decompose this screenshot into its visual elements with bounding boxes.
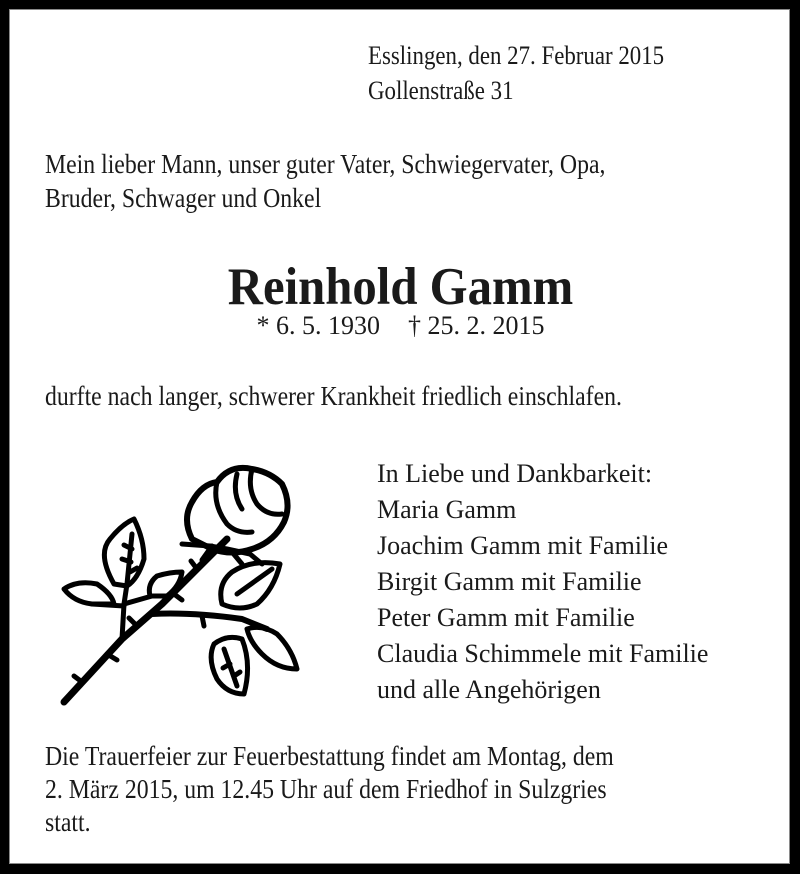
mourners-heading: In Liebe und Dankbarkeit: <box>377 459 653 488</box>
mourner-name: Claudia Schimmele mit Familie <box>377 639 709 668</box>
mourner-name: Maria Gamm <box>377 495 517 524</box>
intro-line-1: Mein lieber Mann, unser guter Vater, Schwiegervater, Opa, <box>45 149 606 179</box>
mourner-name: Joachim Gamm mit Familie <box>377 531 669 560</box>
funeral-line-3: statt. <box>45 807 91 837</box>
mourner-name: Peter Gamm mit Familie <box>377 603 635 632</box>
message: durfte nach langer, schwerer Krankheit friedlich einschlafen. <box>45 381 622 411</box>
mourner-name: Birgit Gamm mit Familie <box>377 567 642 596</box>
mourners-list <box>377 456 708 708</box>
address: Gollenstraße 31 <box>368 76 514 105</box>
birth-date: * 6. 5. 1930 <box>256 311 380 340</box>
rose-icon <box>52 454 302 709</box>
place-date: Esslingen, den 27. Februar 2015 <box>368 41 665 70</box>
funeral-line-2: 2. März 2015, um 12.45 Uhr auf dem Friedhof in Sulzgries <box>45 774 607 804</box>
deceased-name: Reinhold Gamm <box>227 258 574 316</box>
intro-line-2: Bruder, Schwager und Onkel <box>45 183 322 213</box>
mourner-name: und alle Angehörigen <box>377 675 601 704</box>
obituary-notice <box>9 9 790 864</box>
funeral-line-1: Die Trauerfeier zur Feuerbestattung findet am Montag, dem <box>45 741 614 771</box>
life-dates <box>10 310 791 342</box>
death-date: † 25. 2. 2015 <box>408 311 545 340</box>
